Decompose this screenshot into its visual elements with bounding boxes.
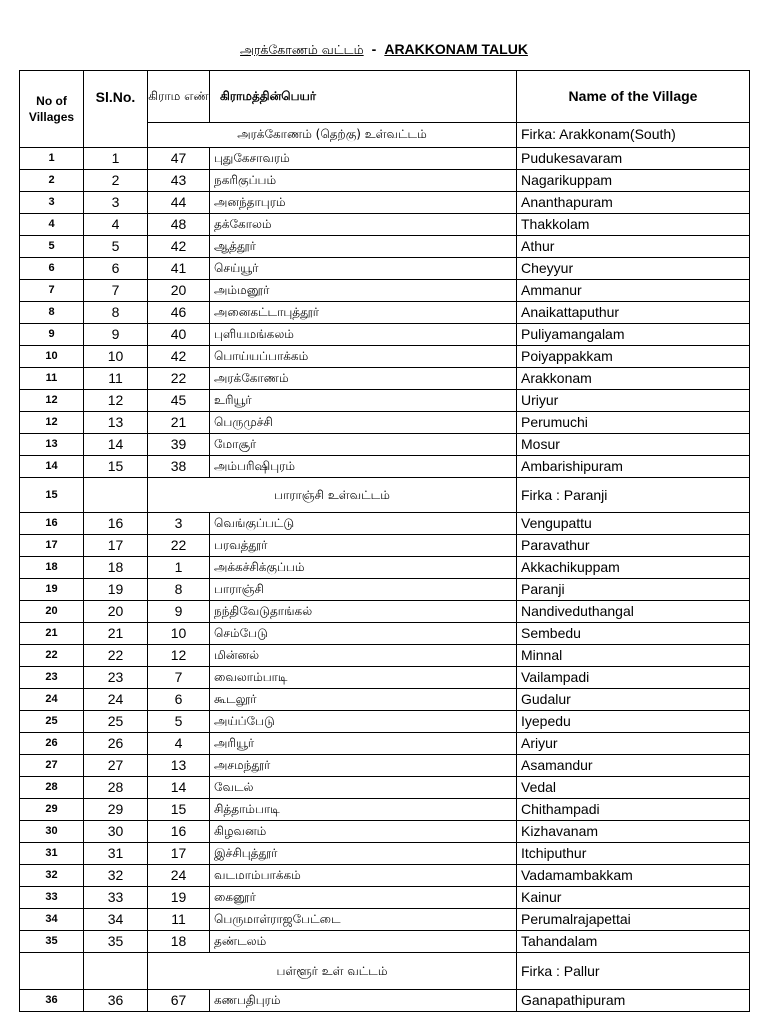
cell-village-name-english: Kizhavanam (517, 821, 750, 843)
cell-village-no: 4 (148, 733, 210, 755)
cell-village-name-english: Cheyyur (517, 258, 750, 280)
cell-village-no: 22 (148, 535, 210, 557)
cell-no-of-villages: 35 (20, 931, 84, 953)
cell-village-name-tamil: சித்தாம்பாடி (210, 799, 517, 821)
cell-no-of-villages: 23 (20, 667, 84, 689)
cell-no-of-villages: 10 (20, 346, 84, 368)
cell-village-no: 39 (148, 434, 210, 456)
cell-village-name-english: Vailampadi (517, 667, 750, 689)
cell-village-name-tamil: அரக்கோணம் (210, 368, 517, 390)
cell-village-name-tamil: கணபதிபுரம் (210, 990, 517, 1012)
header-sl-no: Sl.No. (84, 71, 148, 123)
table-row (20, 755, 750, 777)
cell-village-name-tamil: செம்பேடு (210, 623, 517, 645)
cell-village-name-english: Asamandur (517, 755, 750, 777)
cell-village-name-english: Thakkolam (517, 214, 750, 236)
cell-village-name-english: Nandiveduthangal (517, 601, 750, 623)
cell-sl-no: 15 (84, 456, 148, 478)
cell-sl-no: 24 (84, 689, 148, 711)
cell-no-of-villages: 18 (20, 557, 84, 579)
table-row (20, 623, 750, 645)
cell-village-name-tamil: அம்மனூர் (210, 280, 517, 302)
table-row (20, 346, 750, 368)
firka-sl-blank (84, 478, 148, 513)
cell-village-no: 44 (148, 192, 210, 214)
cell-no-of-villages: 28 (20, 777, 84, 799)
table-row (20, 192, 750, 214)
cell-no-of-villages: 30 (20, 821, 84, 843)
cell-sl-no: 28 (84, 777, 148, 799)
cell-village-no: 45 (148, 390, 210, 412)
cell-sl-no: 3 (84, 192, 148, 214)
cell-sl-no: 17 (84, 535, 148, 557)
cell-sl-no: 14 (84, 434, 148, 456)
cell-no-of-villages: 2 (20, 170, 84, 192)
cell-sl-no: 10 (84, 346, 148, 368)
cell-village-name-english: Sembedu (517, 623, 750, 645)
table-row (20, 931, 750, 953)
cell-village-name-english: Akkachikuppam (517, 557, 750, 579)
firka-name-tamil: அரக்கோணம் (தெற்கு) உள்வட்டம் (148, 122, 517, 147)
cell-sl-no: 7 (84, 280, 148, 302)
cell-sl-no: 23 (84, 667, 148, 689)
cell-village-name-english: Athur (517, 236, 750, 258)
cell-village-name-tamil: பெருமாள்ராஜபேட்டை (210, 909, 517, 931)
cell-village-no: 15 (148, 799, 210, 821)
firka-row (20, 953, 750, 990)
cell-sl-no: 29 (84, 799, 148, 821)
cell-village-name-english: Kainur (517, 887, 750, 909)
table-row (20, 456, 750, 478)
table-row (20, 214, 750, 236)
cell-village-name-tamil: மோசூர் (210, 434, 517, 456)
cell-village-name-tamil: தண்டலம் (210, 931, 517, 953)
cell-sl-no: 36 (84, 990, 148, 1012)
cell-village-name-english: Arakkonam (517, 368, 750, 390)
cell-village-no: 20 (148, 280, 210, 302)
cell-village-name-tamil: புதுகேசாவரம் (210, 148, 517, 170)
cell-village-no: 42 (148, 346, 210, 368)
cell-no-of-villages: 8 (20, 302, 84, 324)
cell-no-of-villages: 19 (20, 579, 84, 601)
cell-village-name-tamil: அனைகட்டாபுத்தூர் (210, 302, 517, 324)
table-row (20, 601, 750, 623)
cell-sl-no: 18 (84, 557, 148, 579)
cell-no-of-villages: 22 (20, 645, 84, 667)
header-no-of-villages: No of Villages (20, 71, 84, 148)
cell-village-name-english: Itchiputhur (517, 843, 750, 865)
firka-name-english: Firka: Arakkonam(South) (517, 122, 750, 147)
cell-no-of-villages: 17 (20, 535, 84, 557)
cell-village-name-tamil: பெருமுச்சி (210, 412, 517, 434)
cell-village-no: 3 (148, 513, 210, 535)
cell-village-name-tamil: அக்கச்சிக்குப்பம் (210, 557, 517, 579)
cell-village-name-tamil: ஆத்தூர் (210, 236, 517, 258)
title-separator: - (371, 41, 377, 57)
village-table (19, 70, 750, 1012)
cell-sl-no: 21 (84, 623, 148, 645)
cell-no-of-villages: 9 (20, 324, 84, 346)
cell-village-name-tamil: கூடலூர் (210, 689, 517, 711)
cell-village-name-english: Paravathur (517, 535, 750, 557)
header-village-name-english: Name of the Village (517, 71, 750, 123)
cell-village-no: 17 (148, 843, 210, 865)
cell-no-of-villages: 25 (20, 711, 84, 733)
cell-village-name-tamil: அரியூர் (210, 733, 517, 755)
cell-sl-no: 22 (84, 645, 148, 667)
cell-sl-no: 12 (84, 390, 148, 412)
table-row (20, 302, 750, 324)
cell-sl-no: 34 (84, 909, 148, 931)
cell-village-name-english: Puliyamangalam (517, 324, 750, 346)
cell-sl-no: 31 (84, 843, 148, 865)
cell-sl-no: 2 (84, 170, 148, 192)
cell-no-of-villages: 6 (20, 258, 84, 280)
cell-village-name-english: Mosur (517, 434, 750, 456)
firka-name-tamil: பள்ளூர் உள் வட்டம் (148, 953, 517, 990)
cell-sl-no: 11 (84, 368, 148, 390)
table-row (20, 821, 750, 843)
table-row (20, 777, 750, 799)
firka-name-english: Firka : Paranji (517, 478, 750, 513)
cell-village-no: 41 (148, 258, 210, 280)
cell-no-of-villages: 26 (20, 733, 84, 755)
firka-row (20, 478, 750, 513)
cell-village-no: 7 (148, 667, 210, 689)
cell-village-name-english: Iyepedu (517, 711, 750, 733)
table-row (20, 579, 750, 601)
table-row (20, 990, 750, 1012)
cell-village-name-english: Ambarishipuram (517, 456, 750, 478)
cell-village-no: 18 (148, 931, 210, 953)
cell-village-name-tamil: புளியமங்கலம் (210, 324, 517, 346)
cell-no-of-villages: 34 (20, 909, 84, 931)
cell-village-no: 40 (148, 324, 210, 346)
cell-village-name-tamil: நகரிகுப்பம் (210, 170, 517, 192)
cell-sl-no: 25 (84, 711, 148, 733)
cell-no-of-villages: 29 (20, 799, 84, 821)
cell-no-of-villages: 5 (20, 236, 84, 258)
cell-no-of-villages: 14 (20, 456, 84, 478)
table-header (20, 71, 750, 148)
cell-village-name-tamil: மின்னல் (210, 645, 517, 667)
cell-no-of-villages: 7 (20, 280, 84, 302)
table-row (20, 909, 750, 931)
table-row (20, 434, 750, 456)
cell-village-name-english: Nagarikuppam (517, 170, 750, 192)
title-english: ARAKKONAM TALUK (384, 41, 528, 57)
cell-village-name-tamil: அனந்தாபுரம் (210, 192, 517, 214)
cell-no-of-villages: 36 (20, 990, 84, 1012)
cell-no-of-villages: 33 (20, 887, 84, 909)
table-row (20, 390, 750, 412)
cell-sl-no: 20 (84, 601, 148, 623)
table-row (20, 733, 750, 755)
cell-village-name-tamil: பரவத்தூர் (210, 535, 517, 557)
cell-no-of-villages: 12 (20, 412, 84, 434)
page-title (0, 41, 768, 59)
cell-village-no: 43 (148, 170, 210, 192)
cell-village-no: 5 (148, 711, 210, 733)
cell-sl-no: 19 (84, 579, 148, 601)
cell-village-name-english: Minnal (517, 645, 750, 667)
cell-village-name-tamil: பாராஞ்சி (210, 579, 517, 601)
table-row (20, 148, 750, 170)
cell-village-no: 8 (148, 579, 210, 601)
table-row (20, 368, 750, 390)
cell-village-no: 42 (148, 236, 210, 258)
cell-village-no: 46 (148, 302, 210, 324)
cell-no-of-villages: 32 (20, 865, 84, 887)
title-tamil: அரக்கோணம் வட்டம் (240, 42, 364, 57)
cell-village-name-tamil: செய்யூர் (210, 258, 517, 280)
cell-no-of-villages: 31 (20, 843, 84, 865)
cell-sl-no: 27 (84, 755, 148, 777)
table-row (20, 667, 750, 689)
firka-name-tamil: பாராஞ்சி உள்வட்டம் (148, 478, 517, 513)
cell-village-no: 47 (148, 148, 210, 170)
cell-village-name-tamil: கிழவனம் (210, 821, 517, 843)
cell-village-no: 10 (148, 623, 210, 645)
table-row (20, 280, 750, 302)
cell-village-name-english: Poiyappakkam (517, 346, 750, 368)
cell-no-of-villages: 1 (20, 148, 84, 170)
cell-village-no: 19 (148, 887, 210, 909)
cell-village-no: 12 (148, 645, 210, 667)
cell-village-name-tamil: வடமாம்பாக்கம் (210, 865, 517, 887)
cell-no-of-villages: 13 (20, 434, 84, 456)
cell-sl-no: 1 (84, 148, 148, 170)
cell-sl-no: 16 (84, 513, 148, 535)
table-body (20, 148, 750, 1012)
firka-no-of-villages: 15 (20, 478, 84, 513)
cell-village-no: 38 (148, 456, 210, 478)
cell-no-of-villages: 27 (20, 755, 84, 777)
cell-village-no: 1 (148, 557, 210, 579)
cell-sl-no: 13 (84, 412, 148, 434)
table-row (20, 412, 750, 434)
firka-sl-blank (84, 122, 148, 147)
cell-village-name-english: Tahandalam (517, 931, 750, 953)
table-row (20, 689, 750, 711)
table-row (20, 513, 750, 535)
cell-no-of-villages: 16 (20, 513, 84, 535)
cell-village-no: 14 (148, 777, 210, 799)
cell-village-no: 9 (148, 601, 210, 623)
header-village-name-tamil: கிராமத்தின்பெயர் (210, 71, 517, 123)
cell-village-name-english: Pudukesavaram (517, 148, 750, 170)
cell-sl-no: 4 (84, 214, 148, 236)
cell-sl-no: 8 (84, 302, 148, 324)
cell-village-no: 48 (148, 214, 210, 236)
firka-no-of-villages (20, 953, 84, 990)
cell-sl-no: 30 (84, 821, 148, 843)
firka-row (20, 122, 750, 147)
cell-village-name-tamil: வெங்குப்பட்டு (210, 513, 517, 535)
cell-village-no: 13 (148, 755, 210, 777)
table-row (20, 236, 750, 258)
table-row (20, 557, 750, 579)
cell-village-name-english: Ammanur (517, 280, 750, 302)
table-row (20, 799, 750, 821)
cell-no-of-villages: 21 (20, 623, 84, 645)
table-row (20, 865, 750, 887)
cell-sl-no: 9 (84, 324, 148, 346)
cell-village-name-english: Ananthapuram (517, 192, 750, 214)
cell-no-of-villages: 20 (20, 601, 84, 623)
cell-no-of-villages: 3 (20, 192, 84, 214)
cell-village-name-tamil: அய்ப்பேடு (210, 711, 517, 733)
cell-village-name-tamil: கைனூர் (210, 887, 517, 909)
table-row (20, 645, 750, 667)
cell-village-name-tamil: வேடல் (210, 777, 517, 799)
cell-sl-no: 6 (84, 258, 148, 280)
table-row (20, 258, 750, 280)
cell-village-name-english: Gudalur (517, 689, 750, 711)
cell-village-name-english: Perumalrajapettai (517, 909, 750, 931)
cell-sl-no: 32 (84, 865, 148, 887)
cell-no-of-villages: 4 (20, 214, 84, 236)
cell-village-name-english: Paranji (517, 579, 750, 601)
cell-village-name-english: Ariyur (517, 733, 750, 755)
cell-village-no: 16 (148, 821, 210, 843)
cell-sl-no: 33 (84, 887, 148, 909)
cell-village-name-tamil: தக்கோலம் (210, 214, 517, 236)
table-row (20, 887, 750, 909)
cell-no-of-villages: 24 (20, 689, 84, 711)
cell-sl-no: 26 (84, 733, 148, 755)
cell-sl-no: 5 (84, 236, 148, 258)
header-village-no-tamil: கிராம எண் (148, 71, 210, 123)
cell-village-name-english: Vengupattu (517, 513, 750, 535)
cell-sl-no: 35 (84, 931, 148, 953)
cell-village-no: 22 (148, 368, 210, 390)
cell-village-name-tamil: அம்பரிஷிபுரம் (210, 456, 517, 478)
cell-village-name-tamil: உரியூர் (210, 390, 517, 412)
cell-village-no: 11 (148, 909, 210, 931)
cell-village-name-tamil: பொய்யப்பாக்கம் (210, 346, 517, 368)
cell-village-name-english: Perumuchi (517, 412, 750, 434)
cell-village-name-tamil: இச்சிபுத்தூர் (210, 843, 517, 865)
cell-village-name-english: Uriyur (517, 390, 750, 412)
firka-name-english: Firka : Pallur (517, 953, 750, 990)
table-row (20, 535, 750, 557)
table-row (20, 324, 750, 346)
cell-village-no: 6 (148, 689, 210, 711)
cell-no-of-villages: 11 (20, 368, 84, 390)
cell-village-name-english: Vedal (517, 777, 750, 799)
cell-village-name-english: Chithampadi (517, 799, 750, 821)
cell-village-name-tamil: அசமந்தூர் (210, 755, 517, 777)
cell-village-name-tamil: வைலாம்பாடி (210, 667, 517, 689)
firka-sl-blank (84, 953, 148, 990)
table-row (20, 711, 750, 733)
table-row (20, 170, 750, 192)
cell-village-name-tamil: நந்திவேடுதாங்கல் (210, 601, 517, 623)
cell-village-name-english: Ganapathipuram (517, 990, 750, 1012)
cell-village-no: 21 (148, 412, 210, 434)
cell-no-of-villages: 12 (20, 390, 84, 412)
cell-village-no: 67 (148, 990, 210, 1012)
table-row (20, 843, 750, 865)
cell-village-no: 24 (148, 865, 210, 887)
cell-village-name-english: Anaikattaputhur (517, 302, 750, 324)
cell-village-name-english: Vadamambakkam (517, 865, 750, 887)
